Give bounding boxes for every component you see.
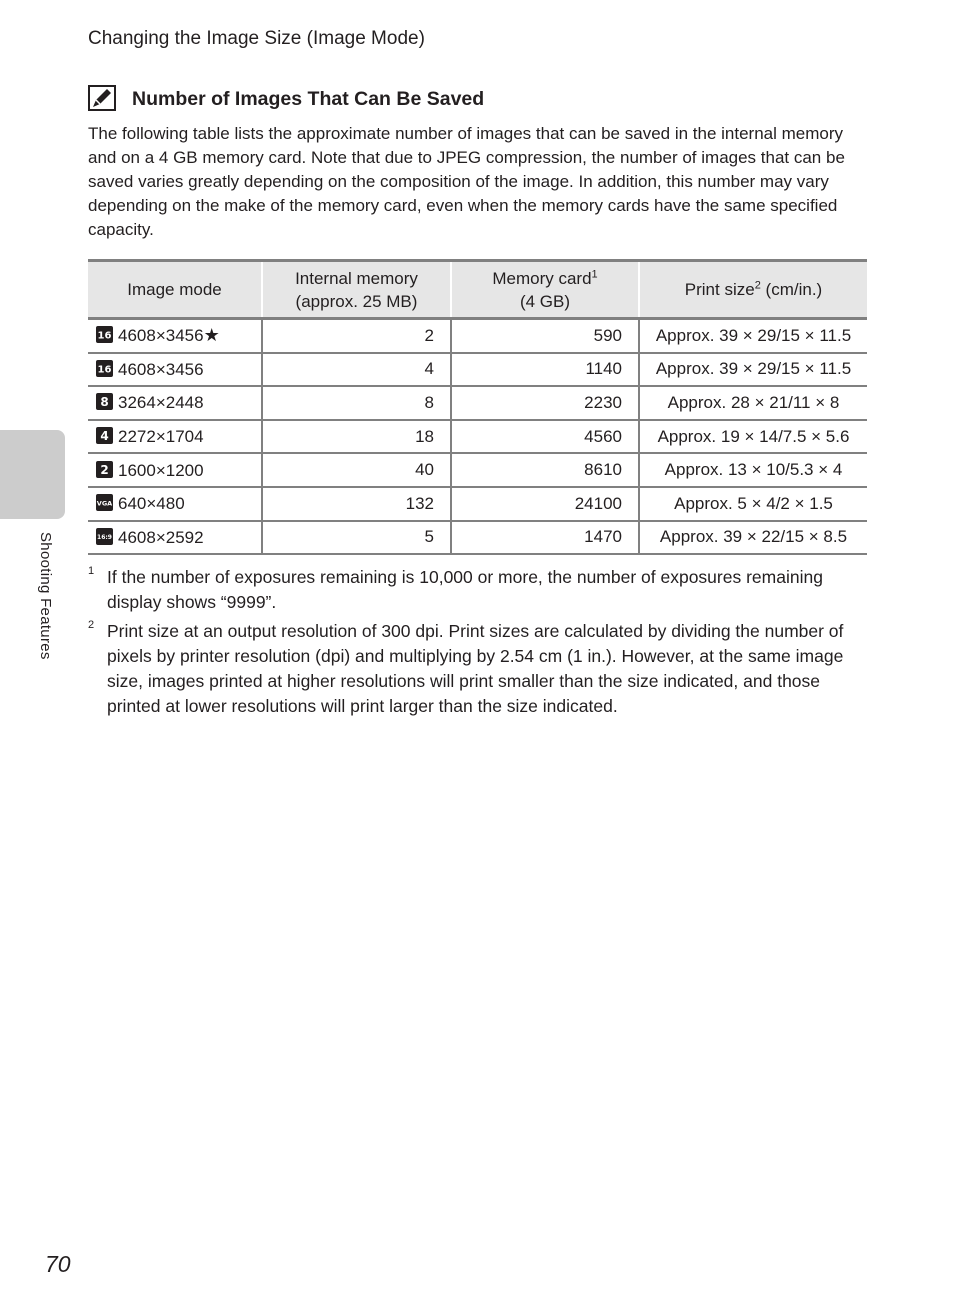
header-internal-memory: Internal memory (approx. 25 MB): [262, 261, 451, 319]
cell-image-mode: 16 4608×3456★: [88, 319, 262, 353]
cell-print-size: Approx. 13 × 10/5.3 × 4: [639, 453, 867, 487]
cell-card: 2230: [451, 386, 639, 420]
footnote-mark: 2: [88, 619, 95, 631]
footnote-text: If the number of exposures remaining is 10,000 or more, the number of exposures remaining display shows “9999”.: [107, 567, 823, 612]
cell-card: 8610: [451, 453, 639, 487]
cell-internal: 40: [262, 453, 451, 487]
chapter-label: Shooting Features: [37, 532, 54, 660]
svg-text:16: 16: [97, 364, 112, 376]
cell-print-size: Approx. 39 × 29/15 × 11.5: [639, 319, 867, 353]
cell-card: 24100: [451, 487, 639, 521]
cell-card: 1140: [451, 353, 639, 387]
cell-internal: 5: [262, 521, 451, 555]
table-row: [88, 487, 867, 521]
8m-mode-icon: [96, 393, 113, 410]
chapter-tab: [0, 430, 65, 519]
cell-print-size: Approx. 28 × 21/11 × 8: [639, 386, 867, 420]
cell-card: 4560: [451, 420, 639, 454]
table-row: [88, 386, 867, 420]
footnote-2: [88, 619, 868, 719]
footnote-1: [88, 565, 868, 615]
cell-image-mode: 4 2272×1704: [88, 420, 262, 454]
footnote-mark: 1: [88, 565, 95, 577]
cell-image-mode: VGA 640×480: [88, 487, 262, 521]
16m-star-mode-icon: [96, 326, 113, 343]
cell-internal: 2: [262, 319, 451, 353]
page-number: 70: [45, 1251, 71, 1277]
cell-print-size: Approx. 39 × 22/15 × 8.5: [639, 521, 867, 555]
table-header-row: [88, 261, 867, 319]
cell-print-size: Approx. 39 × 29/15 × 11.5: [639, 353, 867, 387]
svg-text:8: 8: [100, 395, 109, 410]
cell-print-size: Approx. 5 × 4/2 × 1.5: [639, 487, 867, 521]
svg-text:2: 2: [100, 462, 109, 477]
table-row: [88, 420, 867, 454]
table-row: [88, 353, 867, 387]
table-row: [88, 319, 867, 353]
pencil-note-icon: [88, 85, 116, 111]
cell-image-mode: 2 1600×1200: [88, 453, 262, 487]
svg-text:16:9: 16:9: [97, 533, 112, 541]
note-heading: Number of Images That Can Be Saved: [132, 88, 485, 110]
16-9-12m-mode-icon: [96, 528, 113, 545]
4m-mode-icon: [96, 427, 113, 444]
2m-mode-icon: [96, 461, 113, 478]
cell-internal: 4: [262, 353, 451, 387]
footnote-text: Print size at an output resolution of 300 dpi. Print sizes are calculated by dividing the number of pixels by printer resolution (dpi) and multiplying by 2.54 cm (1 in.). However, at the same image size, images printed at higher resolutions will print smaller than the size indicated, and those printed at lower resolutions will print larger than the size indicated.: [107, 621, 844, 716]
cell-internal: 132: [262, 487, 451, 521]
cell-image-mode: 16 4608×3456: [88, 353, 262, 387]
header-print-size: Print size$^2$ (cm/in.): [639, 261, 867, 319]
cell-print-size: Approx. 19 × 14/7.5 × 5.6: [639, 420, 867, 454]
cell-internal: 18: [262, 420, 451, 454]
header-memory-card: Memory card$^1$ (4 GB): [451, 261, 639, 319]
cell-image-mode: 16:9 4608×2592: [88, 521, 262, 555]
cell-internal: 8: [262, 386, 451, 420]
table-row: [88, 521, 867, 555]
header-image-mode: Image mode: [88, 261, 262, 319]
images-saved-table: [88, 259, 867, 555]
vga-mode-icon: [96, 494, 113, 511]
cell-card: 1470: [451, 521, 639, 555]
cell-card: 590: [451, 319, 639, 353]
table-row: [88, 453, 867, 487]
intro-paragraph: The following table lists the approximate number of images that can be saved in the internal memory and on a 4 GB memory card. Note that due to JPEG compression, the number of images that can be saved varies greatly depending on the composition of the image. In addition, this number may vary depending on the make of the memory card, even when the memory cards have the same specified capacity.: [88, 124, 845, 239]
footnotes: [88, 565, 868, 723]
section-title: Changing the Image Size (Image Mode): [88, 28, 425, 49]
16m-mode-icon: [96, 360, 113, 377]
svg-text:16: 16: [97, 330, 112, 342]
svg-text:4: 4: [100, 429, 109, 444]
cell-image-mode: 8 3264×2448: [88, 386, 262, 420]
svg-text:VGA: VGA: [96, 499, 113, 508]
